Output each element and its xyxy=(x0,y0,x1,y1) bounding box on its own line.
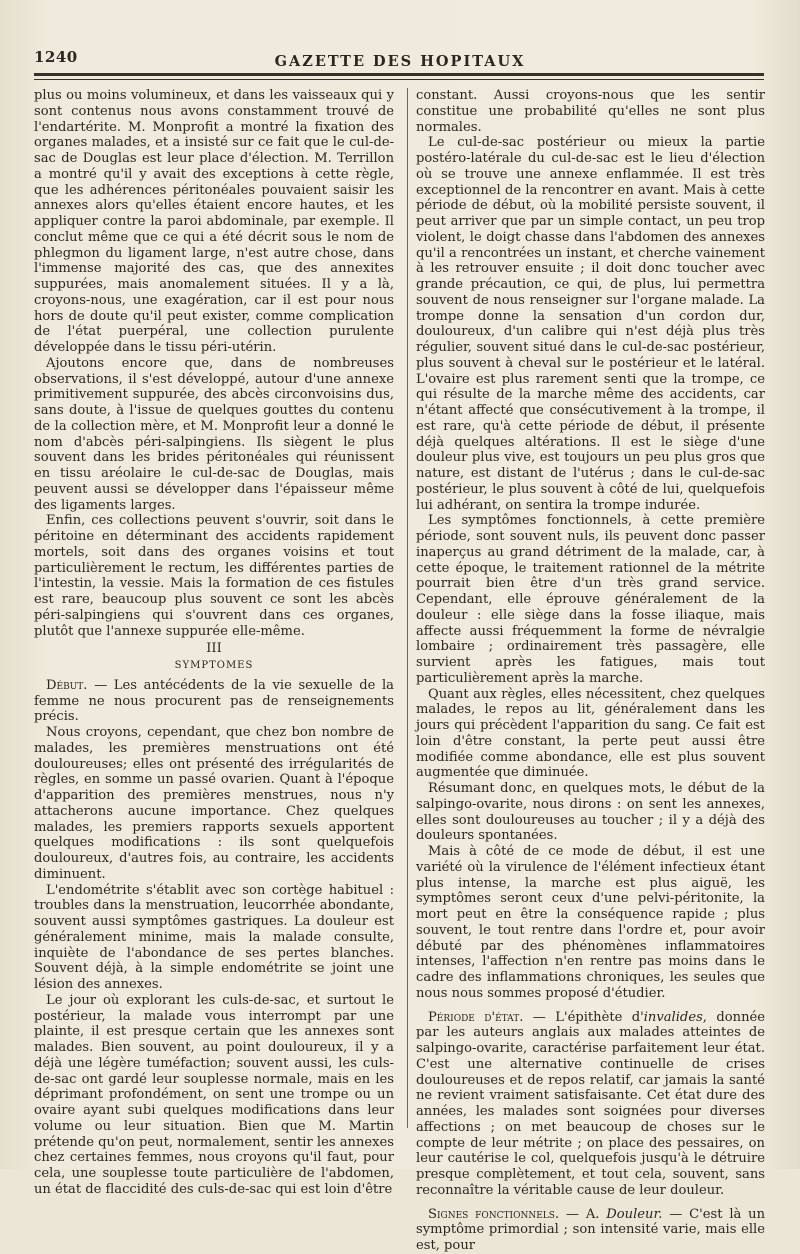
column-divider xyxy=(407,88,408,1128)
left-column xyxy=(34,88,394,1198)
paragraph-debut xyxy=(34,678,394,725)
paragraph: Mais à côté de ce mode de début, il est une variété où la virulence de l'élément infectieux étant plus intense, la marche est plus aiguë, les symptômes seront ceux d'une pelvi-péritonite, la mort peut en être la conséquence rapide ; plus souvent, le tout rentre dans l'ordre et, pour avoir débuté par des phénomènes inflammatoires intenses, l'affection n'en rentre pas moins dans le cadre des inflammations chroniques, les seules que nous nous sommes proposé d'étudier. xyxy=(416,844,765,1001)
italic-term: invalides xyxy=(643,1009,703,1025)
paragraph: constant. Aussi croyons-nous que les sentir constitue une probabilité qu'elles ne sont plus normales. xyxy=(416,88,765,135)
page-number: 1240 xyxy=(34,48,78,66)
paragraph: plus ou moins volumineux, et dans les vaisseaux qui y sont contenus nous avons constamment trouvé de l'endartérite. M. Monprofit a montré la fixation des organes malades, et a insisté sur ce fait que le cul-de-sac de Douglas est leur place d'élection. M. Terrillon a montré qu'il y avait des exceptions à cette règle, que les adhérences péritonéales pouvaient saisir les annexes alors qu'elles étaient encore hautes, et les appliquer contre la paroi abdominale, par exemple. Il conclut même que ce qui a été décrit sous le nom de phlegmon du ligament large, n'est autre chose, dans l'immense majorité des cas, que des annexites suppurées, mais anomalement situées. Il y a là, croyons-nous, une exagération, car il est pour nous hors de doute qu'il peut exister, comme complication de l'état puerpéral, une collection purulente développée dans le tissu péri-utérin. xyxy=(34,88,394,355)
paragraph: Nous croyons, cependant, que chez bon nombre de malades, les premières menstruations ont été douloureuses; elles ont présenté des irrégularités de règles, en somme un passé ovarien. Quant à l'époque d'apparition des premières menstrues, nous n'y attacherons aucune importance. Chez quelques malades, les premiers rapports sexuels apportent quelques modifications : ils sont quelquefois douloureux, d'autres fois, au contraire, les accidents diminuent. xyxy=(34,725,394,882)
run-in-heading: Signes fonctionnels. xyxy=(428,1206,560,1222)
paragraph: Le cul-de-sac postérieur ou mieux la partie postéro-latérale du cul-de-sac est le lieu d'élection où se trouve une annexe enflammée. Il est très exceptionnel de la rencontrer en avant. Mais à cette période de début, où la mobilité persiste souvent, il peut arriver que par un simple contact, un peu trop violent, le doigt chasse dans l'abdomen des annexes qu'il a rencontrées un instant, et cherche vainement à les retrouver ensuite ; il doit donc toucher avec grande précaution, ce qui, de plus, lui permettra souvent de nous renseigner sur l'organe malade. La trompe donne la sensation d'un cordon dur, douloureux, d'un calibre qui n'est déjà plus très régulier, souvent situé dans le cul-de-sac postérieur, plus souvent à cheval sur le postérieur et le latéral. L'ovaire est plus rarement senti que la trompe, ce qui résulte de la marche même des accidents, car n'étant affecté que consécutivement à la trompe, il est rare, qu'à cette période de début, il présente déjà quelques altérations. Il est le siège d'une douleur plus vive, est toujours un peu plus gros que nature, est distant de l'utérus ; dans le cul-de-sac postérieur, le plus souvent à côté de lui, quelquefois lui adhérant, on sentira la trompe indurée. xyxy=(416,135,765,513)
run-in-heading: Période d'état. xyxy=(428,1009,524,1025)
paragraph: Les symptômes fonctionnels, à cette première période, sont souvent nuls, ils peuvent donc passer inaperçus au grand détriment de la malade, car, à cette époque, le traitement rationnel de la métrite pourrait bien être d'un très grand service. Cependant, elle éprouve généralement de la douleur : elle siège dans la fosse iliaque, mais affecte aussi fréquemment la forme de névralgie lombaire ; ordinairement très passagère, elle survient après les fatigues, mais tout particulièrement après la marche. xyxy=(416,513,765,686)
italic-term: Douleur. xyxy=(606,1206,663,1222)
paragraph: Enfin, ces collections peuvent s'ouvrir, soit dans le péritoine en déterminant des accidents rapidement mortels, soit dans des organes voisins et tout particulièrement le rectum, les différentes parties de l'intestin, la vessie. Mais la formation de ces fistules est rare, beaucoup plus souvent ce sont les abcès péri-salpingiens qui s'ouvrent dans ces organes, plutôt que l'annexe suppurée elle-même. xyxy=(34,513,394,639)
run-in-heading: Début. xyxy=(46,677,88,693)
header-rule-thin xyxy=(34,79,764,80)
paragraph-text: — Les antécédents de la vie sexuelle de la femme ne nous procurent pas de renseignements précis. xyxy=(34,677,394,725)
section-title: SYMPTOMES xyxy=(174,660,254,671)
section-number: III xyxy=(206,641,222,657)
journal-title: GAZETTE DES HOPITAUX xyxy=(274,53,526,70)
right-column xyxy=(416,88,765,1254)
paragraph: Le jour où explorant les culs-de-sac, et surtout le postérieur, la malade vous interrompt par une plainte, il est presque certain que les annexes sont malades. Bien souvent, au point douloureux, il y a déjà une légère tuméfaction; souvent aussi, les culs-de-sac ont gardé leur souplesse normale, mais en les déprimant profondément, on sent une trompe ou un ovaire ayant subi quelques modifications dans leur volume ou leur situation. Bien que M. Martin prétende qu'on peut, normalement, sentir les annexes chez certaines femmes, nous croyons qu'il faut, pour cela, une souplesse toute particulière de l'abdomen, un état de flaccidité des culs-de-sac qui est loin d'être xyxy=(34,992,394,1197)
paragraph: Ajoutons encore que, dans de nombreuses observations, il s'est développé, autour d'une annexe primitivement suppurée, des abcès circonvoisins dus, sans doute, à l'issue de quelques gouttes du contenu de la collection mère, et M. Monprofit leur a donné le nom d'abcès péri-salpingiens. Ils siègent le plus souvent dans les brides péritonéales qui réunissent en tissu aréolaire le cul-de-sac de Douglas, mais peuvent aussi se développer dans l'épaisseur même des ligaments larges. xyxy=(34,355,394,513)
paragraph-signes-fonctionnels: Signes fonctionnels. — A. Douleur. — C'est là un symptôme primordial ; son intensité varie, mais elle est, pour xyxy=(416,1206,766,1253)
paragraph: Quant aux règles, elles nécessitent, chez quelques malades, le repos au lit, généralement dans les jours qui précèdent l'apparition du sang. Ce fait est loin d'être constant, la perte peut aussi être modifiée comme abondance, elle est plus souvent augmentée que diminuée. xyxy=(416,686,765,781)
header-rule-thick xyxy=(34,73,764,76)
paragraph: Résumant donc, en quelques mots, le début de la salpingo-ovarite, nous dirons : on sent les annexes, elles sont douloureuses au toucher ; il y a déjà des douleurs spontanées. xyxy=(416,781,765,844)
paragraph: L'endométrite s'établit avec son cortège habituel : troubles dans la menstruation, leucorrhée abondante, souvent aussi symptômes gastriques. La douleur est généralement minime, mais la malade consulte, inquiète de l'abondance de ses pertes blanches. Souvent déjà, à la simple endométrite se joint une lésion des annexes. xyxy=(34,882,394,992)
paragraph-periode-etat: Période d'état. — L'épithète d'invalides, donnée par les auteurs anglais aux malades atteintes de salpingo-ovarite, caractérise parfaitement leur état. C'est une alternative continuelle de crises douloureuses et de repos relatif, car jamais la santé ne revient vraiment satisfaisante. Cet état dure des années, les malades sont soignées pour diverses affections ; on met beaucoup de choses sur le compte de leur métrite ; on place des pessaires, on leur cautérise le col, quelquefois jusqu'à le détruire presque complètement, et tout cela, souvent, sans reconnaître la véritable cause de leur douleur. xyxy=(416,1009,765,1198)
